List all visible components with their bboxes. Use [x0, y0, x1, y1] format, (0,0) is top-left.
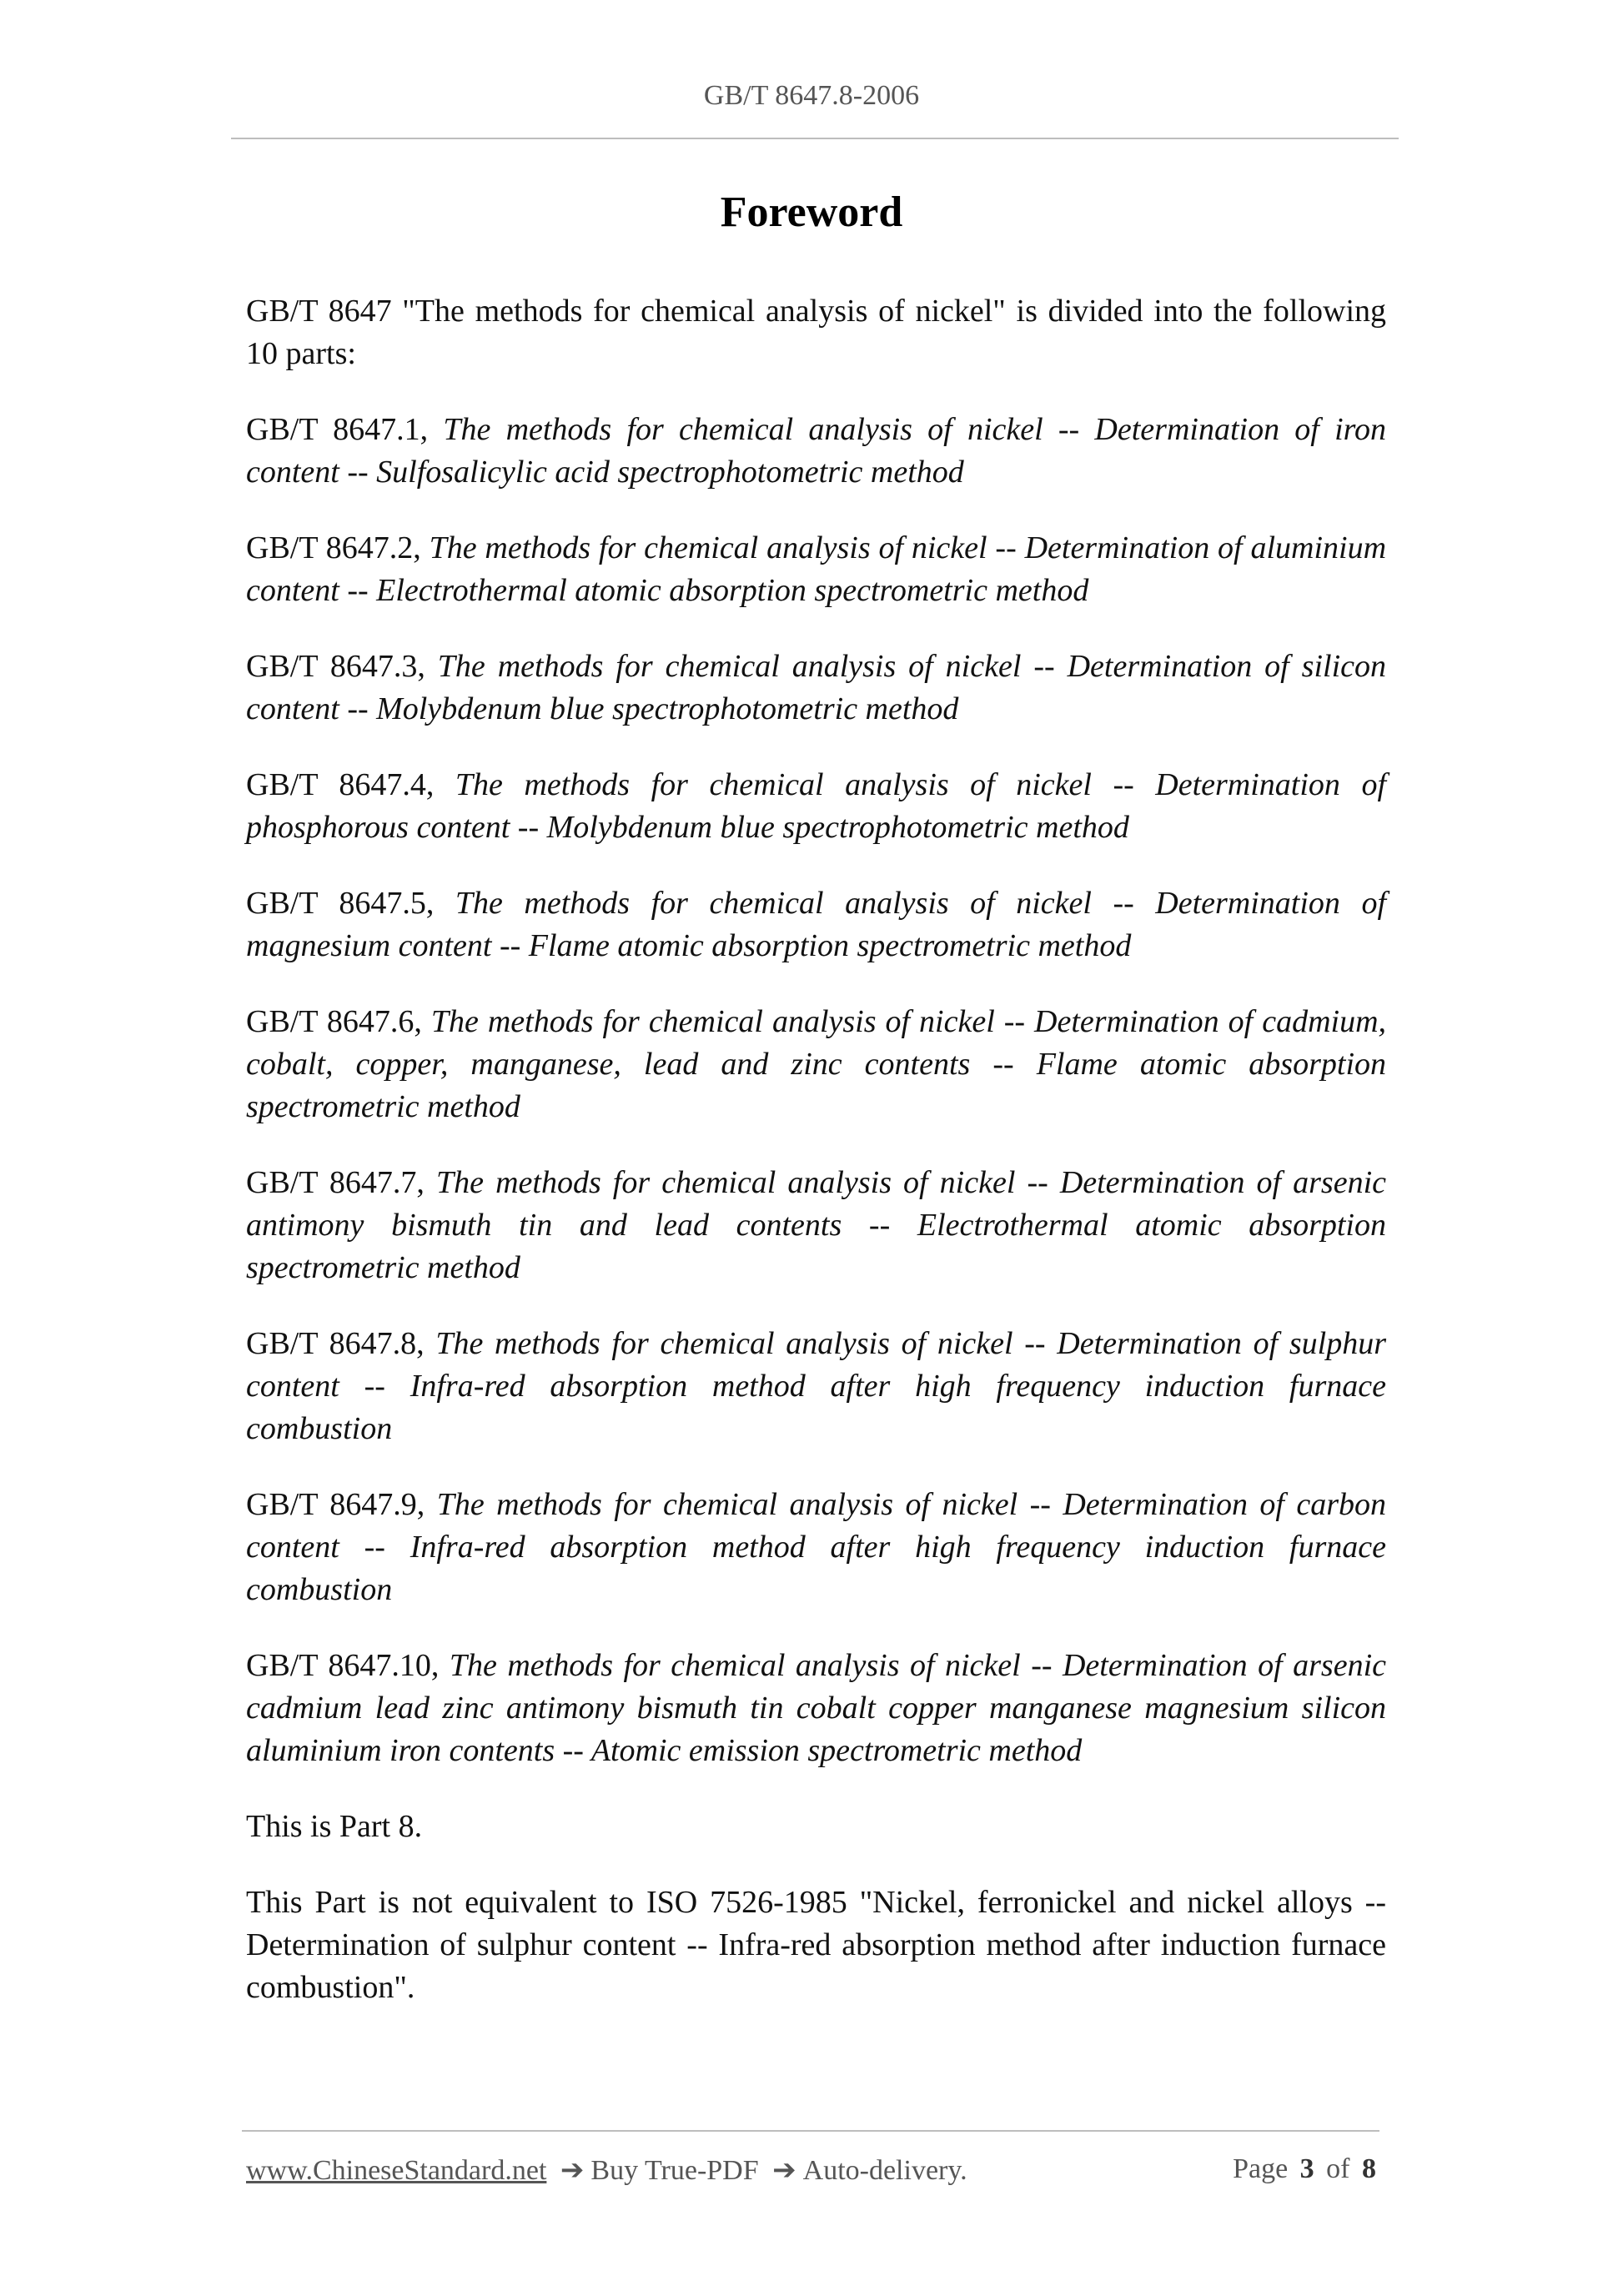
part-title: The methods for chemical analysis of nickel -- Determination of iron content -- Sulfosalicylic acid spectrophotometric method — [246, 412, 1387, 490]
buy-pdf-text: Buy True-PDF — [590, 2155, 759, 2186]
part-title: The methods for chemical analysis of nickel -- Determination of carbon content -- Infra-red absorption method after high frequency induction furnace combustion — [246, 1487, 1387, 1607]
part-ref: GB/T 8647.10, — [246, 1648, 440, 1683]
running-header — [0, 80, 1623, 112]
part-ref: GB/T 8647.9, — [246, 1487, 425, 1522]
part-ref: GB/T 8647.2, — [246, 530, 421, 565]
part-ref: GB/T 8647.6, — [246, 1004, 422, 1039]
header-divider — [231, 138, 1399, 139]
part-entry-10 — [246, 1645, 1386, 1772]
part-ref: GB/T 8647.1, — [246, 412, 429, 447]
total-pages-number: 8 — [1362, 2153, 1376, 2184]
part-entry-6 — [246, 1001, 1386, 1128]
intro-paragraph: GB/T 8647 "The methods for chemical analysis of nickel" is divided into the following 10 parts: — [246, 294, 1386, 371]
part-title: The methods for chemical analysis of nickel -- Determination of aluminium content -- Electrothermal atomic absorption spectrometric method — [246, 530, 1387, 608]
part-title: The methods for chemical analysis of nickel -- Determination of arsenic antimony bismuth tin and lead contents -- Electrothermal atomic absorption spectrometric method — [246, 1165, 1387, 1285]
part-ref: GB/T 8647.7, — [246, 1165, 425, 1200]
part-ref: GB/T 8647.3, — [246, 649, 425, 684]
standard-id: GB/T 8647.8-2006 — [703, 80, 920, 111]
part-title: The methods for chemical analysis of nickel -- Determination of cadmium, cobalt, copper, manganese, lead and zinc contents -- Flame atomic absorption spectrometric method — [246, 1004, 1387, 1124]
part-entry-5 — [246, 882, 1386, 967]
document-body — [246, 290, 1386, 2042]
part-entry-1 — [246, 409, 1386, 494]
part-entry-7 — [246, 1162, 1386, 1289]
part-entry-4 — [246, 764, 1386, 849]
right-arrow-icon: ➔ — [560, 2155, 585, 2186]
website-link[interactable]: www.ChineseStandard.net — [246, 2155, 547, 2186]
part-title: The methods for chemical analysis of nickel -- Determination of sulphur content -- Infra-red absorption method after high frequency induction furnace combustion — [246, 1326, 1387, 1446]
part-ref: GB/T 8647.8, — [246, 1326, 425, 1361]
part-title: The methods for chemical analysis of nickel -- Determination of phosphorous content -- Molybdenum blue spectrophotometric method — [246, 767, 1386, 845]
right-arrow-icon: ➔ — [772, 2155, 796, 2186]
page-label: Page — [1233, 2153, 1289, 2184]
part-entry-8 — [246, 1323, 1386, 1450]
current-page-number: 3 — [1299, 2153, 1314, 2184]
of-label: of — [1326, 2153, 1350, 2184]
part-title: The methods for chemical analysis of nickel -- Determination of magnesium content -- Flame atomic absorption spectrometric method — [246, 886, 1386, 963]
footer-divider — [242, 2130, 1379, 2132]
part-entry-2 — [246, 527, 1386, 612]
auto-delivery-text: Auto-delivery. — [802, 2155, 967, 2186]
part-ref: GB/T 8647.5, — [246, 886, 435, 921]
page-indicator — [1228, 2153, 1376, 2187]
footer-left — [246, 2153, 967, 2187]
part-entry-3 — [246, 646, 1386, 731]
part-entry-9 — [246, 1484, 1386, 1611]
part-statement: This is Part 8. — [246, 1809, 423, 1844]
page-title: Foreword — [720, 188, 903, 236]
equivalence-statement: This Part is not equivalent to ISO 7526-1985 "Nickel, ferronickel and nickel alloys -- Determination of sulphur content -- Infra-red absorption method after induction furnace combustion". — [246, 1885, 1386, 2005]
part-title: The methods for chemical analysis of nickel -- Determination of silicon content -- Molybdenum blue spectrophotometric method — [246, 649, 1386, 726]
page-footer — [246, 2153, 1376, 2187]
part-title: The methods for chemical analysis of nickel -- Determination of arsenic cadmium lead zinc antimony bismuth tin cobalt copper manganese magnesium silicon aluminium iron contents -- Atomic emission spectrometric method — [246, 1648, 1387, 1768]
part-ref: GB/T 8647.4, — [246, 767, 435, 802]
